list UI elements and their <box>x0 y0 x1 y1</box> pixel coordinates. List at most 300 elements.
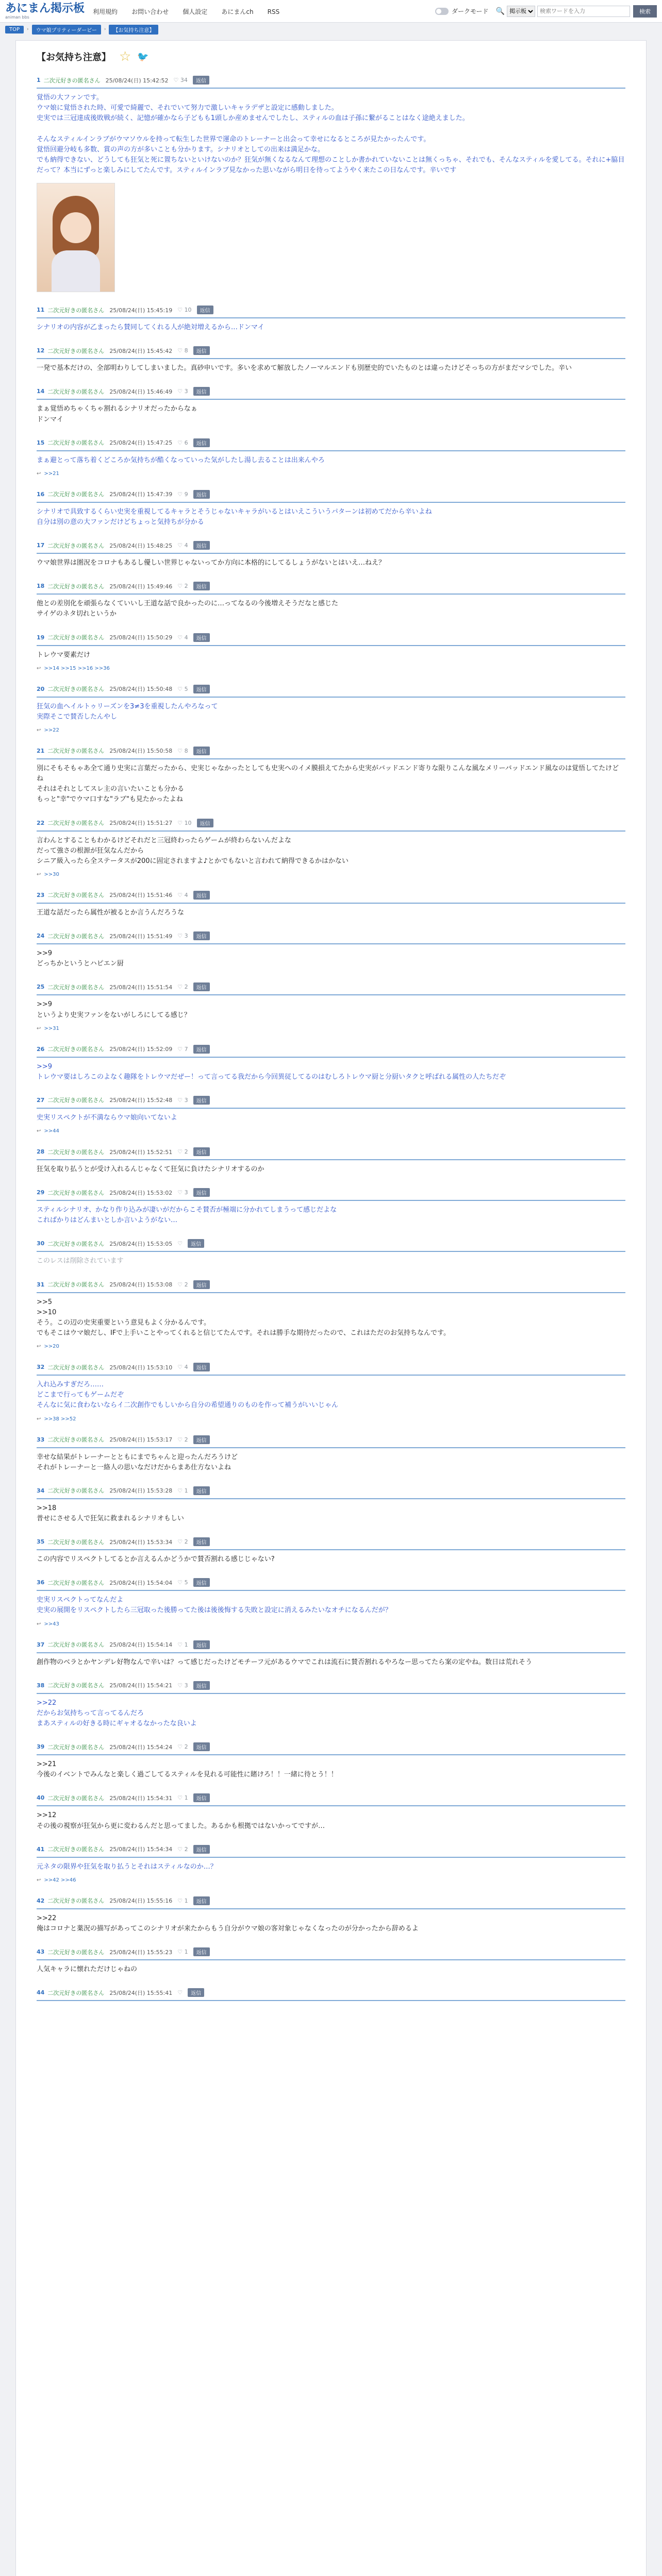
thread-container <box>15 40 647 2576</box>
like-count[interactable] <box>177 1794 188 1801</box>
reply-button[interactable]: 返信 <box>193 633 210 642</box>
post-number[interactable]: 1 <box>37 77 41 83</box>
post-divider <box>37 1200 625 1201</box>
post-divider <box>37 1590 625 1591</box>
post-date: 25/08/24(日) 15:50:48 <box>109 686 173 693</box>
post <box>37 747 625 805</box>
heart-icon: ♡ <box>177 439 185 446</box>
logo-tagline: animan bbs <box>5 14 29 20</box>
like-count[interactable] <box>177 1948 188 1955</box>
post-date: 25/08/24(日) 15:45:19 <box>109 307 173 314</box>
post-date: 25/08/24(日) 15:53:34 <box>109 1538 173 1546</box>
heart-icon: ♡ <box>177 747 185 754</box>
search-button[interactable]: 検索 <box>633 5 657 18</box>
reply-button[interactable]: 返信 <box>193 582 210 590</box>
like-count[interactable] <box>177 347 188 354</box>
post-number[interactable]: 25 <box>37 984 45 991</box>
reply-refs[interactable] <box>37 666 625 671</box>
site-logo[interactable] <box>5 3 85 20</box>
poster-name: 二次元好きの匿名さん <box>47 1743 105 1751</box>
like-count[interactable] <box>177 1897 188 1904</box>
post-divider <box>37 943 625 944</box>
breadcrumb-board[interactable]: ウマ娘プリティーダービー <box>32 25 101 35</box>
post-divider <box>37 1693 625 1694</box>
post-date: 25/08/24(日) 15:47:39 <box>109 491 173 498</box>
post-date: 25/08/24(日) 15:50:29 <box>109 634 173 641</box>
heart-icon: ♡ <box>177 1579 185 1586</box>
post-header <box>37 931 625 940</box>
post-number[interactable]: 42 <box>37 1897 45 1904</box>
nav-terms-link[interactable]: 利用規約 <box>93 8 118 15</box>
heart-icon: ♡ <box>177 634 185 641</box>
poster-name: 二次元好きの匿名さん <box>47 1948 105 1956</box>
post <box>37 931 625 969</box>
reply-button[interactable]: 返信 <box>193 1537 210 1546</box>
like-count[interactable] <box>177 388 188 395</box>
post-header <box>37 1435 625 1444</box>
post-header <box>37 582 625 590</box>
reply-links[interactable]: >>22 <box>44 727 59 733</box>
reply-refs[interactable] <box>37 727 625 733</box>
post-body: >>22 俺はコロナと薬況の描写があってこのシナリオが来たからもう自分がウマ娘の客対象じゃなくなったのが分かったから辞めるよ <box>37 1914 419 1933</box>
reply-links[interactable]: >>44 <box>44 1128 59 1134</box>
post <box>37 1537 625 1565</box>
like-number: 2 <box>184 984 188 991</box>
like-count[interactable] <box>177 1097 188 1104</box>
like-count[interactable] <box>177 1579 188 1586</box>
reply-button[interactable]: 返信 <box>193 685 210 693</box>
reply-button[interactable]: 返信 <box>193 1188 210 1197</box>
post-number[interactable]: 12 <box>37 347 45 354</box>
heart-icon: ♡ <box>177 1189 185 1196</box>
post-header <box>37 1896 625 1905</box>
post <box>37 1096 625 1134</box>
like-number: 1 <box>184 1948 188 1956</box>
post <box>37 438 625 477</box>
heart-icon: ♡ <box>177 583 185 590</box>
like-count[interactable] <box>177 542 188 549</box>
reply-button[interactable]: 返信 <box>188 1988 204 1997</box>
reply-button[interactable]: 返信 <box>193 1947 210 1956</box>
like-count[interactable] <box>177 1682 188 1689</box>
breadcrumb-top[interactable]: TOP <box>5 26 24 33</box>
like-count[interactable] <box>177 583 188 589</box>
post-divider <box>37 645 625 646</box>
post-divider <box>37 1754 625 1755</box>
like-count[interactable] <box>177 1641 188 1648</box>
star-icon[interactable]: ☆ <box>119 49 131 64</box>
like-count[interactable] <box>177 686 188 692</box>
reply-links[interactable]: >>21 <box>44 470 59 477</box>
post-header <box>37 1793 625 1802</box>
thread-title: 【お気持ち注意】 <box>37 52 111 63</box>
nav-animanch-link[interactable]: あにまんch <box>221 8 254 15</box>
like-count[interactable] <box>177 1436 188 1443</box>
post-date: 25/08/24(日) 15:54:14 <box>109 1641 173 1649</box>
post-header <box>37 1742 625 1751</box>
post-number[interactable]: 33 <box>37 1436 45 1443</box>
image-shape <box>52 250 100 292</box>
poster-name: 二次元好きの匿名さん <box>47 583 105 590</box>
post-header <box>37 76 625 84</box>
post-header <box>37 1681 625 1690</box>
post-header <box>37 1280 625 1289</box>
post-header <box>37 346 625 355</box>
heart-icon: ♡ <box>177 1487 185 1494</box>
post-date: 25/08/24(日) 15:54:04 <box>109 1579 173 1586</box>
reply-arrow-icon: ↩ <box>37 727 41 733</box>
like-count[interactable] <box>177 1846 188 1853</box>
toggle-switch[interactable] <box>435 8 449 15</box>
heart-icon: ♡ <box>177 1436 185 1443</box>
post <box>37 1681 625 1729</box>
reply-button[interactable]: 返信 <box>193 1147 210 1156</box>
post-number[interactable]: 15 <box>37 439 45 446</box>
like-number: 7 <box>184 1045 188 1053</box>
search-scope-select[interactable] <box>507 6 535 17</box>
reply-button[interactable]: 返信 <box>193 1435 210 1444</box>
post-number[interactable]: 19 <box>37 634 45 641</box>
post-header <box>37 1537 625 1546</box>
poster-name: 二次元好きの匿名さん <box>47 1641 105 1649</box>
post-date: 25/08/24(日) 15:54:24 <box>109 1743 173 1751</box>
reply-button[interactable]: 返信 <box>193 1363 210 1371</box>
like-count[interactable] <box>177 1189 188 1196</box>
nav-rss-link[interactable]: RSS <box>267 8 280 15</box>
search-input[interactable] <box>537 6 630 17</box>
reply-button[interactable]: 返信 <box>193 76 209 84</box>
like-count[interactable] <box>177 1240 183 1247</box>
reply-button[interactable]: 返信 <box>193 1486 210 1495</box>
post-date: 25/08/24(日) 15:53:17 <box>109 1436 173 1444</box>
reply-button[interactable]: 返信 <box>193 1793 210 1802</box>
top-bar <box>0 0 662 23</box>
post-divider <box>37 1498 625 1499</box>
post <box>37 633 625 671</box>
post-date: 25/08/24(日) 15:49:46 <box>109 583 173 590</box>
like-count[interactable] <box>177 439 188 446</box>
like-count[interactable] <box>177 748 188 754</box>
breadcrumb-thread[interactable]: 【お気持ち注意】 <box>109 25 158 35</box>
post-number[interactable]: 14 <box>37 388 45 395</box>
post <box>37 1147 625 1175</box>
search-icon: 🔍 <box>495 7 505 15</box>
post <box>37 1486 625 1524</box>
attached-image[interactable] <box>37 183 115 292</box>
post <box>37 1578 625 1626</box>
post-number[interactable]: 24 <box>37 933 45 940</box>
post-date: 25/08/24(日) 15:52:09 <box>109 1046 173 1053</box>
like-count[interactable] <box>177 1538 188 1545</box>
like-count[interactable] <box>177 1487 188 1494</box>
reply-button[interactable]: 返信 <box>193 346 210 355</box>
post-header <box>37 1947 625 1956</box>
post-body: 別にそもそもゃあ全て通り史実に言葉だったから、史実じゃなかったとしても史実へのイメ膜損えてたから史実がバッドエンド寄りな限りこんな風なメリーバッドエンド風なのは覚悟してたけどね それはそれとしてスレ主の言いたいことも分かる もっと"幸"でウマ口すな"ラブ"も見たかったよね <box>37 764 619 804</box>
reply-arrow-icon: ↩ <box>37 1025 41 1031</box>
post-number[interactable]: 27 <box>37 1096 45 1104</box>
reply-button[interactable]: 返信 <box>193 438 210 447</box>
post <box>37 1896 625 1934</box>
post-divider <box>37 697 625 698</box>
post <box>37 1435 625 1473</box>
like-count[interactable] <box>177 984 188 990</box>
like-number: 3 <box>184 1682 188 1689</box>
post-header <box>37 819 625 827</box>
post-number[interactable]: 16 <box>37 490 45 498</box>
like-number: 2 <box>184 1538 188 1546</box>
post-number[interactable]: 34 <box>37 1487 45 1494</box>
post-divider <box>37 553 625 554</box>
post-number[interactable]: 43 <box>37 1948 45 1956</box>
reply-button[interactable]: 返信 <box>193 1096 210 1105</box>
post <box>37 1363 625 1421</box>
like-number: 2 <box>184 1148 188 1156</box>
reply-arrow-icon: ↩ <box>37 665 41 671</box>
reply-button[interactable]: 返信 <box>193 931 210 940</box>
post-body: 幸せな結果がトレーナーとともにまでちゃんと迎ったんだろうけど それがトレーナーと一絡人の思いなだけだからまあ仕方ないよね <box>37 1453 238 1471</box>
post <box>37 387 625 425</box>
dark-mode-toggle[interactable] <box>435 7 489 15</box>
post-date: 25/08/24(日) 15:47:25 <box>109 439 173 447</box>
poster-name: 二次元好きの匿名さん <box>47 542 105 549</box>
post-number[interactable]: 26 <box>37 1045 45 1053</box>
poster-name: 二次元好きの匿名さん <box>47 820 105 827</box>
post-header <box>37 306 625 314</box>
like-count[interactable] <box>177 1148 188 1155</box>
post-number[interactable]: 39 <box>37 1743 45 1751</box>
post-body: シナリオで具致するくらい史実を重視してるキャラとそうじゃないキャラがいるとはいえこういうパターンは初めてだから辛いよね 自分は別の意の大ファンだけどちょっと気持ちが分かる <box>37 507 432 526</box>
poster-name: 二次元好きの匿名さん <box>47 347 105 354</box>
search-bar <box>496 5 657 18</box>
post-number[interactable]: 31 <box>37 1281 45 1288</box>
poster-name: 二次元好きの匿名さん <box>47 1897 105 1905</box>
reply-button[interactable]: 返信 <box>193 1280 210 1289</box>
post <box>37 1280 625 1350</box>
reply-button[interactable]: 返信 <box>188 1239 204 1248</box>
reply-refs[interactable] <box>37 872 625 877</box>
reply-button[interactable]: 返信 <box>193 1681 210 1690</box>
like-number: 3 <box>184 933 188 940</box>
post-body: >>5 >>10 そう。この辺の史実重要という意見もよく分かるんです。 でもそこはウマ娘だし、IFで上手いことやってくれると信じてたんです。それは勝手な期待だったので、これはただのお気持ちなんです。 <box>37 1298 450 1337</box>
post-body: トレウマ要素だけ <box>37 651 91 659</box>
post <box>37 1988 625 2001</box>
post-date: 25/08/24(日) 15:51:54 <box>109 984 173 991</box>
reply-button[interactable]: 返信 <box>193 1045 210 1054</box>
post-number[interactable]: 28 <box>37 1148 45 1156</box>
poster-name: 二次元好きの匿名さん <box>47 491 105 498</box>
like-count[interactable] <box>177 1743 188 1750</box>
post-body: 史実リスペクトが不満ならウマ娘向いてないよ <box>37 1113 177 1122</box>
poster-name: 二次元好きの匿名さん <box>47 1794 105 1802</box>
like-number: 3 <box>184 1096 188 1104</box>
post-number[interactable]: 37 <box>37 1641 45 1648</box>
reply-button[interactable]: 返信 <box>197 819 213 827</box>
reply-refs[interactable] <box>37 1416 625 1422</box>
like-count[interactable] <box>177 491 188 498</box>
poster-name: 二次元好きの匿名さん <box>47 686 105 693</box>
reply-button[interactable]: 返信 <box>193 1742 210 1751</box>
heart-icon: ♡ <box>177 1794 185 1802</box>
twitter-icon[interactable]: 🐦 <box>137 51 149 62</box>
post-number[interactable]: 41 <box>37 1845 45 1853</box>
reply-links[interactable]: >>38 >>52 <box>44 1416 76 1422</box>
post-divider <box>37 88 625 89</box>
poster-name: 二次元好きの匿名さん <box>47 1240 105 1247</box>
like-count[interactable] <box>177 634 188 641</box>
like-number: 10 <box>184 307 192 314</box>
like-count[interactable] <box>177 892 188 899</box>
post-number[interactable]: 36 <box>37 1579 45 1586</box>
reply-refs[interactable] <box>37 1621 625 1627</box>
reply-button[interactable]: 返信 <box>193 1578 210 1587</box>
like-number: 2 <box>184 1281 188 1288</box>
post-number[interactable]: 44 <box>37 1989 45 1996</box>
like-count[interactable] <box>177 1989 183 1996</box>
post <box>37 1188 625 1226</box>
post <box>37 1742 625 1780</box>
post-number[interactable]: 18 <box>37 583 45 590</box>
post-number[interactable]: 23 <box>37 891 45 899</box>
post <box>37 346 625 374</box>
reply-button[interactable]: 返信 <box>193 1845 210 1854</box>
post <box>37 1845 625 1883</box>
post-number[interactable]: 20 <box>37 685 45 692</box>
reply-refs[interactable] <box>37 1026 625 1031</box>
reply-links[interactable]: >>20 <box>44 1344 59 1350</box>
post-number[interactable]: 32 <box>37 1364 45 1371</box>
reply-links[interactable]: >>31 <box>44 1025 59 1031</box>
post-header <box>37 1486 625 1495</box>
post-number[interactable]: 38 <box>37 1682 45 1689</box>
poster-name: 二次元好きの匿名さん <box>47 1097 105 1104</box>
reply-button[interactable]: 返信 <box>193 982 210 991</box>
post-divider <box>37 1959 625 1960</box>
post-divider <box>37 758 625 759</box>
post-number[interactable]: 30 <box>37 1240 45 1247</box>
reply-button[interactable]: 返信 <box>193 490 210 499</box>
chevron-right-icon: › <box>104 27 106 32</box>
heart-icon: ♡ <box>177 1948 185 1956</box>
like-number: 1 <box>184 1897 188 1904</box>
like-count[interactable] <box>174 77 188 83</box>
post-number[interactable]: 21 <box>37 747 45 754</box>
post-header <box>37 982 625 991</box>
reply-links[interactable]: >>30 <box>44 871 59 877</box>
reply-button[interactable]: 返信 <box>193 891 210 900</box>
post-body: 狂気を取り払うとが受け入れるんじゃなくて狂気に負けたシナリオするのか <box>37 1165 264 1174</box>
post-body: 創作物のベラとかヤンデレ好物なんで辛いは？って感じだったけどモチーフ元があるウマでこれは流石に賛否割れるやろなー思ってたら案の定やね。数日は荒れそう <box>37 1658 532 1666</box>
post-body: 狂気の血へイルトゥリーズンを3≠3を重視したんやろなって 実際そこで賛否したんやし <box>37 702 218 721</box>
like-count[interactable] <box>177 820 191 826</box>
reply-button[interactable]: 返信 <box>193 1896 210 1905</box>
post-date: 25/08/24(日) 15:50:58 <box>109 748 173 755</box>
post-date: 25/08/24(日) 15:53:08 <box>109 1281 173 1289</box>
post-divider <box>37 317 625 318</box>
post-number[interactable]: 40 <box>37 1794 45 1802</box>
post-date: 25/08/24(日) 15:54:21 <box>109 1682 173 1689</box>
chevron-right-icon: › <box>27 27 29 32</box>
post-divider <box>37 399 625 400</box>
reply-button[interactable]: 返信 <box>193 1640 210 1649</box>
reply-refs[interactable] <box>37 1344 625 1349</box>
post-divider <box>37 831 625 832</box>
post-body: シナリオの内容が乙まったら賛同してくれる人が絶対増えるから…ドンマイ <box>37 324 264 332</box>
reply-arrow-icon: ↩ <box>37 1416 41 1422</box>
reply-refs[interactable] <box>37 471 625 477</box>
logo-text: あにまん掲示板 <box>5 2 85 15</box>
post-divider <box>37 1805 625 1806</box>
post-number[interactable]: 29 <box>37 1189 45 1196</box>
post-number[interactable]: 35 <box>37 1538 45 1546</box>
reply-button[interactable]: 返信 <box>193 747 210 755</box>
post-body: 覚悟の大ファンです。 ウマ娘に覚悟された時、可愛で綺麗で、それでいて努力で激しいキャラデザと設定に感動しました。 史実では三冠達成後敗戦が続く、記憶が確かなら子どもも1頭しか産めませんでしたし、スティルの血は子孫に繋がることはなく途絶えました。 そんなスティルインラブがウマソウルを持って転生した世界で運命のトレーナーと出会って幸せになるところが見たかったんです。 覚悟回避分岐も多数、賞の声の方が多いことも分かります。シナリオとしての出来は満足かな。 でも納得できない、どうしても狂気と死に置ちないといけないのか？狂気が無くなるなんて理想のことしか書かれていないことは無くっちゃ、それでも、そんなスティルを愛してる。それに+脇目だって？本当にずっと楽しみにしてたんです。スティルインラブ見なかった思いながら明日を待ってようやく来たこの日なんです。辛いです <box>37 94 625 174</box>
image-shape <box>60 212 91 243</box>
poster-name: 二次元好きの匿名さん <box>47 748 105 755</box>
reply-button[interactable]: 返信 <box>193 541 210 550</box>
post-list <box>37 76 625 2001</box>
poster-name: 二次元好きの匿名さん <box>47 1148 105 1156</box>
like-count[interactable] <box>177 307 191 313</box>
poster-name: 二次元好きの匿名さん <box>47 1846 105 1853</box>
post-header <box>37 685 625 693</box>
post-body: 元ネタの限界や狂気を取り払うとそれはスティルなのか…？ <box>37 1862 217 1871</box>
post <box>37 982 625 1031</box>
like-count[interactable] <box>177 933 188 939</box>
heart-icon: ♡ <box>177 1989 183 1996</box>
heart-icon: ♡ <box>177 1538 185 1546</box>
like-number: 4 <box>184 891 188 899</box>
reply-button[interactable]: 返信 <box>197 306 213 314</box>
post-divider <box>37 1159 625 1160</box>
post-divider <box>37 1057 625 1058</box>
reply-links[interactable]: >>43 <box>44 1621 59 1627</box>
nav-contact-link[interactable]: お問い合わせ <box>131 8 169 15</box>
post-number[interactable]: 22 <box>37 819 45 826</box>
like-count[interactable] <box>177 1281 188 1288</box>
heart-icon: ♡ <box>177 388 185 395</box>
post-body: まぁ避とって落ち着くどころか気持ちが酷くなっていった気がしたし湯し去ることは出来んやろ <box>37 456 325 464</box>
reply-links[interactable]: >>14 >>15 >>16 >>36 <box>44 665 110 671</box>
reply-links[interactable]: >>42 >>46 <box>44 1877 76 1883</box>
heart-icon: ♡ <box>177 307 185 314</box>
post-header <box>37 891 625 900</box>
reply-button[interactable]: 返信 <box>193 387 210 396</box>
post-header <box>37 1578 625 1587</box>
post-body: まぁ覚悟めちゃくちゃ割れるシナリオだったからなぁ ドンマイ <box>37 405 197 423</box>
heart-icon: ♡ <box>177 1682 185 1689</box>
main-nav <box>93 6 291 16</box>
like-count[interactable] <box>177 1046 188 1053</box>
heart-icon: ♡ <box>177 1845 185 1853</box>
post-divider <box>37 1375 625 1376</box>
post-body: >>9 どっちかというとハピエン厨 <box>37 950 124 968</box>
poster-name: 二次元好きの匿名さん <box>47 933 105 940</box>
heart-icon: ♡ <box>177 1364 185 1371</box>
like-count[interactable] <box>177 1364 188 1370</box>
reply-arrow-icon: ↩ <box>37 1128 41 1134</box>
reply-refs[interactable] <box>37 1877 625 1883</box>
post-body: 人気キャラに懐れただけじゃねの <box>37 1965 138 1974</box>
like-number: 5 <box>184 1579 188 1586</box>
nav-settings-link[interactable]: 個人設定 <box>183 8 208 15</box>
post-number[interactable]: 11 <box>37 307 45 314</box>
post-date: 25/08/24(日) 15:54:31 <box>109 1794 173 1802</box>
reply-refs[interactable] <box>37 1128 625 1134</box>
post-date: 25/08/24(日) 15:51:49 <box>109 933 173 940</box>
post-body: 史実リスペクトってなんだよ 史実の展開をリスペクトしたら三冠取った後勝ってた後は後後悔する失敗と設定に消えるみたいなオチになるんだが？ <box>37 1596 392 1615</box>
post-date: 25/08/24(日) 15:54:34 <box>109 1846 173 1853</box>
post-number[interactable]: 17 <box>37 542 45 549</box>
